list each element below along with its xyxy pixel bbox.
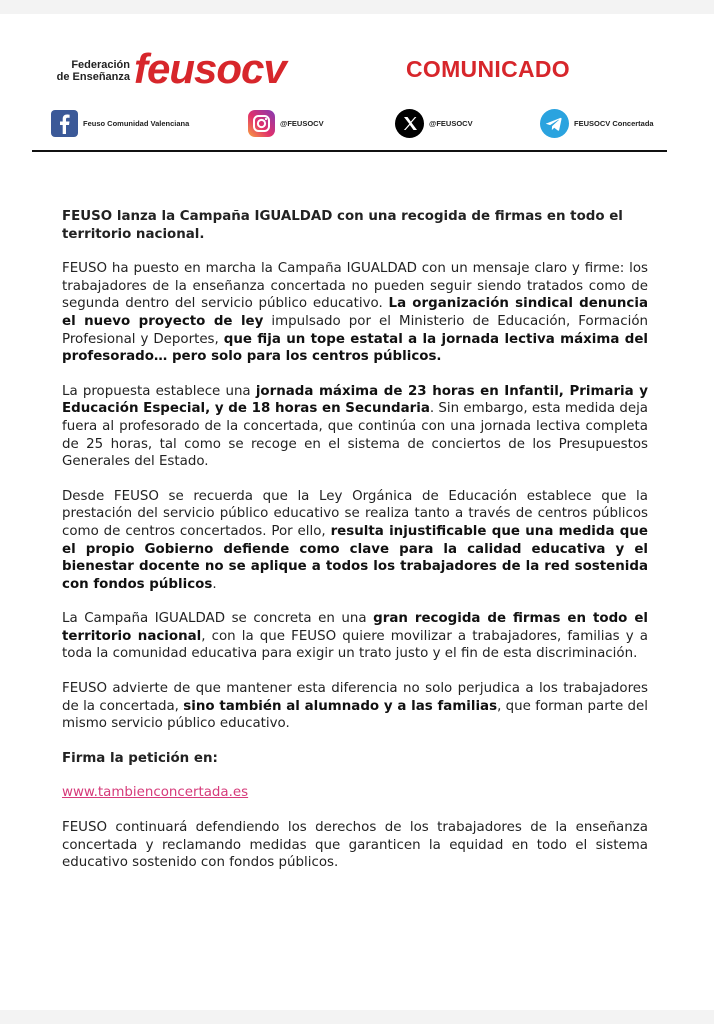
p5-text-a: FEUSO advierte de que mantener esta diferencia no solo perjudica a los trabajadores de la concertada, (62, 681, 648, 714)
org-line-1: Federación (71, 59, 130, 71)
paragraph-1 (62, 260, 648, 366)
p3-text-c: . (212, 576, 217, 592)
p3-bold-b: resulta injustificable que una medida que el propio Gobierno defiende como clave para la calidad educativa y el bienestar docente no se aplique a todos los trabajadores de la red sostenida con fondos públicos (62, 523, 648, 592)
x-icon (395, 109, 424, 138)
instagram-icon (248, 110, 275, 137)
paragraph-4 (62, 610, 648, 663)
press-release-body (62, 208, 648, 889)
p4-bold-b: gran recogida de firmas en todo el territorio nacional (62, 611, 648, 644)
header-divider (32, 150, 667, 152)
p3-text-a: Desde FEUSO se recuerda que la Ley Orgánica de Educación establece que la prestación del servicio público educativo se realiza tanto a través de centros públicos como de centros concertados. Por ello, (62, 488, 648, 539)
document-page (0, 14, 714, 1010)
x-label: @FEUSOCV (429, 118, 473, 128)
headline: FEUSO lanza la Campaña IGUALDAD con una recogida de firmas en todo el territorio nacional. (62, 209, 623, 242)
petition-link[interactable]: www.tambienconcertada.es (62, 785, 249, 801)
p2-bold-b: jornada máxima de 23 horas en Infantil, Primaria y Educación Especial, y de 18 horas en Secundaria (62, 383, 648, 417)
p2-text-c: . Sin embargo, esta medida deja fuera al profesorado de la concertada, que continúa con una jornada lectiva completa de 25 horas, tal como se recoge en el sistema de conciertos de los Presupuestos Generales del Estado. (62, 401, 648, 470)
social-telegram[interactable] (540, 108, 654, 138)
paragraph-5 (62, 680, 648, 733)
organization-name (46, 59, 130, 83)
p1-text-a: FEUSO ha puesto en marcha la Campaña IGUALDAD con un mensaje claro y firme: los trabajadores de la enseñanza concertada no pueden seguir siendo tratados como de segunda dentro del servicio público educativo. (62, 261, 648, 312)
p5-bold-b: sino también al alumnado y a las familias (183, 698, 498, 714)
instagram-label: @FEUSOCV (280, 118, 324, 128)
document-title: COMUNICADO (406, 56, 570, 82)
p1-bold-b: La organización sindical denuncia el nuevo proyecto de ley (62, 296, 648, 329)
telegram-label: FEUSOCV Concertada (574, 118, 654, 128)
facebook-label: Feuso Comunidad Valenciana (83, 118, 190, 128)
social-facebook[interactable] (51, 108, 189, 138)
p4-text-c: , con la que FEUSO quiere movilizar a trabajadores, familias y a toda la comunidad educativa para exigir un trato justo y el fin de esta discriminación. (62, 628, 648, 662)
p4-text-a: La Campaña IGUALDAD se concreta en una (62, 611, 374, 627)
paragraph-2 (62, 383, 648, 471)
petition-label: Firma la petición en: (62, 750, 218, 766)
p1-text-c: impulsado por el Ministerio de Educación, Formación Profesional y Deportes, (62, 313, 649, 347)
logo-text: feusocv (134, 45, 286, 92)
social-x[interactable] (395, 108, 473, 138)
facebook-icon (51, 110, 78, 137)
org-line-2: de Enseñanza (56, 71, 130, 83)
p5-text-c: , que forman parte del mismo servicio público educativo. (62, 698, 648, 732)
p2-text-a: La propuesta establece una (62, 383, 256, 399)
feusocv-logo (134, 44, 286, 94)
paragraph-3 (62, 488, 648, 594)
social-instagram[interactable] (248, 108, 324, 138)
telegram-icon (540, 109, 569, 138)
closing-paragraph: FEUSO continuará defendiendo los derechos de los trabajadores de la enseñanza concertada y reclamando medidas que garanticen la equidad en todo el sistema educativo sostenido con fondos públicos. (62, 820, 648, 871)
p1-bold-d: que fija un tope estatal a la jornada lectiva máxima del profesorado… pero solo para los centros públicos. (62, 331, 648, 365)
